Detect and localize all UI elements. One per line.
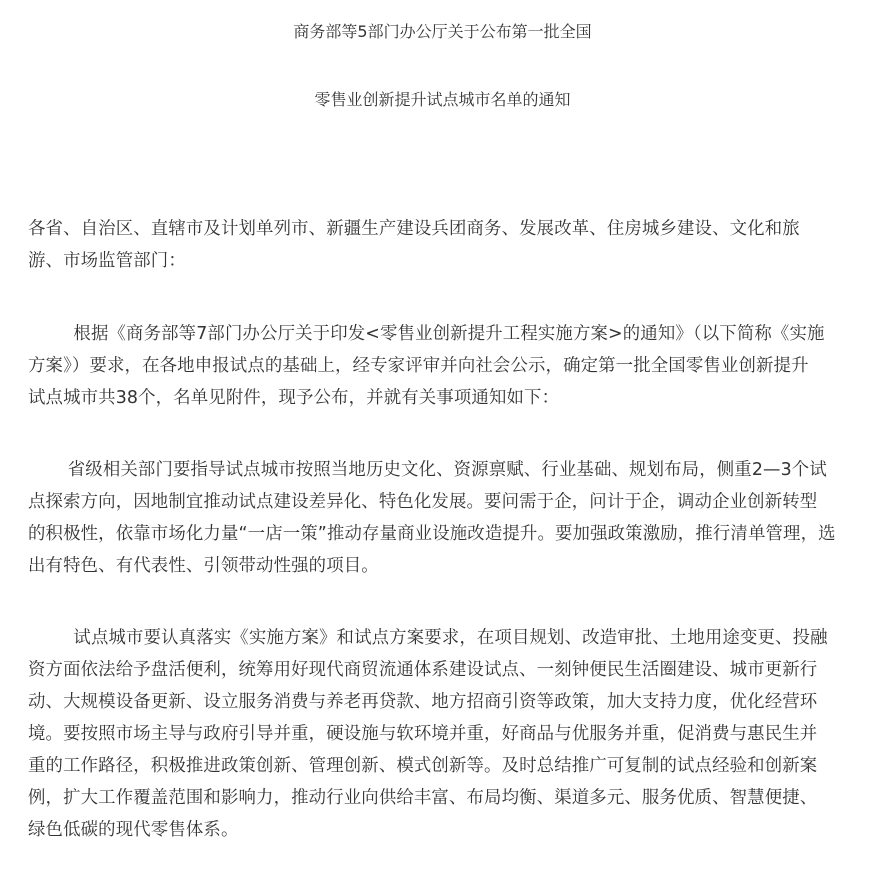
paragraph-line: 根据《商务部等7部门办公厅关于印发<零售业创新提升工程实施方案>的通知》（以下简称《实施 [28,324,825,344]
paragraph-line: 试点城市要认真落实《实施方案》和试点方案要求，在项目规划、改造审批、土地用途变更、投融 [28,628,828,648]
paragraph-line: 重的工作路径，积极推进政策创新、管理创新、模式创新等。及时总结推广可复制的试点经验和创新案 [28,756,818,776]
pilot-city-paragraph [28,622,854,846]
paragraph-line: 点探索方向，因地制宜推动试点建设差异化、特色化发展。要问需于企，问计于企，调动企业创新转型 [28,492,818,512]
paragraph-line: 的积极性，依靠市场化力量“一店一策”推动存量商业设施改造提升。要加强政策激励，推行清单管理，选 [28,524,836,544]
paragraph-line: 绿色低碳的现代零售体系。 [28,820,239,840]
paragraph-line: 资方面依法给予盘活便利，统筹用好现代商贸流通体系建设试点、一刻钟便民生活圈建设、城市更新行 [28,660,818,680]
paragraph-line: 试点城市共38个，名单见附件，现予公布，并就有关事项通知如下： [28,388,560,408]
paragraph-line: 游、市场监管部门： [28,251,186,271]
addressee-paragraph [28,213,854,277]
paragraph-line: 动、大规模设备更新、设立服务消费与养老再贷款、地方招商引资等政策，加大支持力度，优化经营环 [28,692,818,712]
document-title-line-2: 零售业创新提升试点城市名单的通知 [314,90,571,109]
paragraph-line: 方案》）要求，在各地申报试点的基础上，经专家评审并向社会公示，确定第一批全国零售业创新提升 [28,356,809,376]
document-title-line-1: 商务部等5部门办公厅关于公布第一批全国 [293,22,592,41]
paragraph-line: 各省、自治区、直辖市及计划单列市、新疆生产建设兵团商务、发展改革、住房城乡建设、文化和旅 [28,219,800,239]
paragraph-line: 例，扩大工作覆盖范围和影响力，推动行业向供给丰富、布局均衡、渠道多元、服务优质、智慧便捷、 [28,788,818,808]
provincial-guidance-paragraph [28,454,854,582]
paragraph-line: 省级相关部门要指导试点城市按照当地历史文化、资源禀赋、行业基础、规划布局，侧重2—3个试 [28,460,827,480]
intro-paragraph [28,318,854,414]
paragraph-line: 境。要按照市场主导与政府引导并重，硬设施与软环境并重，好商品与优服务并重，促消费与惠民生并 [28,724,818,744]
paragraph-line: 出有特色、有代表性、引领带动性强的项目。 [28,556,379,576]
